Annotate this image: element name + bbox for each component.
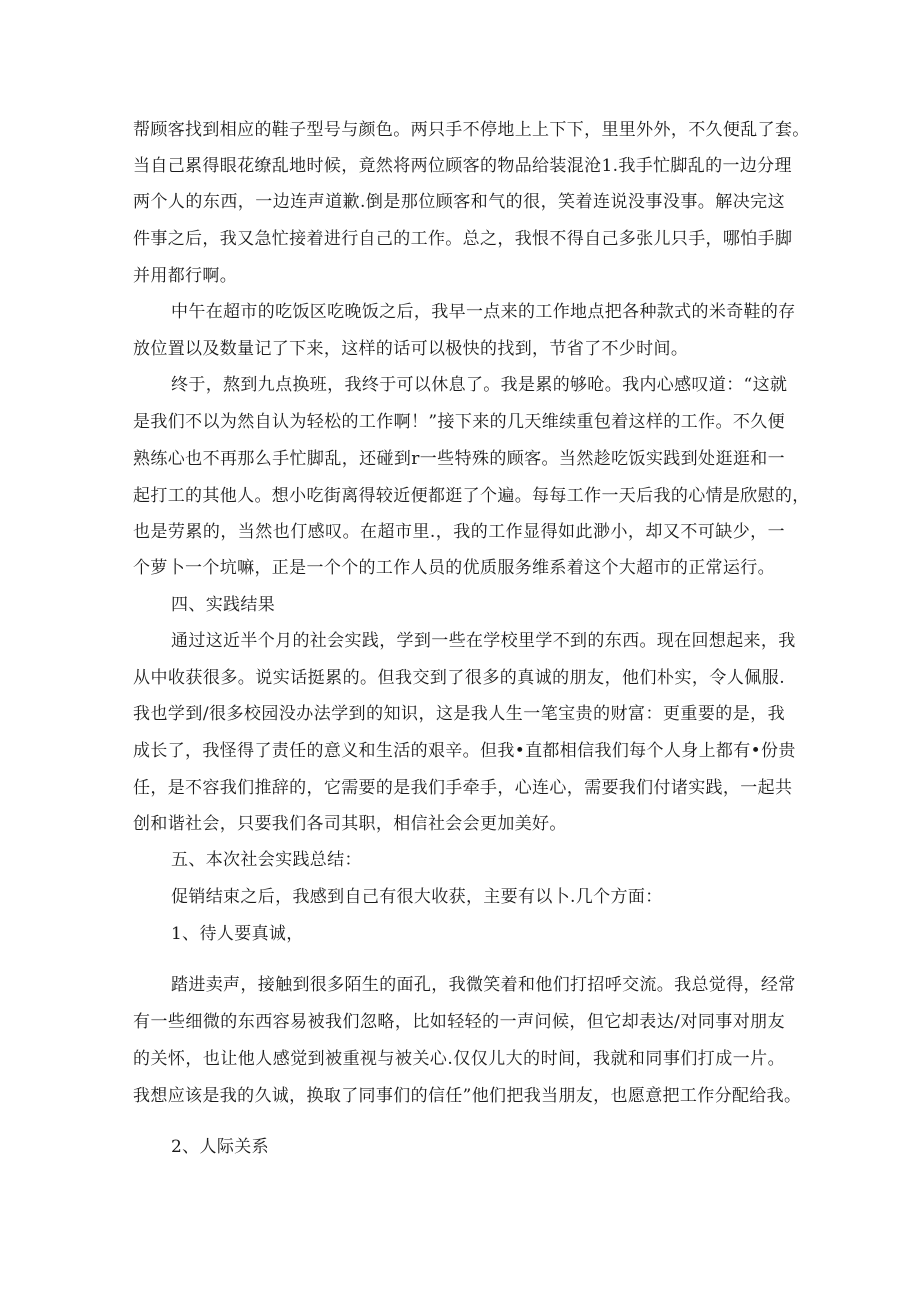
paragraph-line: 两个人的东西，一边连声道歉.倒是那位顾客和气的很，笑着连说没事没事。解决完这	[133, 192, 785, 212]
paragraph-line: 创和谐社会，只要我们各司其职，相信社会会更加美好。	[133, 814, 567, 834]
paragraph-line: 也是劳累的，当然也仃感叹。在超市里.，我的工作显得如此渺小，却又不可缺少，一	[133, 522, 785, 542]
paragraph-line: 促销结束之后，我感到自己有很大收获，主要有以卜.几个方面：	[171, 887, 663, 907]
subsection-heading: 2、人际关系	[171, 1137, 269, 1157]
paragraph-line: 有一些细微的东西容易被我们忽略，比如轻轻的一声问候，但它却表达/对同事对朋友	[133, 1012, 785, 1032]
paragraph-line: 当自己累得眼花缭乱地时候，竟然将两位顾客的物品给装混沧1.我手忙脚乱的一边分理	[133, 156, 792, 176]
section-heading: 五、本次社会实践总结：	[171, 850, 362, 870]
paragraph-line: 的关怀，也让他人感觉到被重视与被关心.仅仅儿大的时间，我就和同事们打成一片。	[133, 1049, 785, 1069]
paragraph-line: 通过这近半个月的社会实践，学到一些在学校里学不到的东西。现在回想起来，我	[171, 631, 796, 651]
paragraph-line: 件事之后，我又急忙接着进行自己的工作。总之，我恨不得自己多张儿只手，哪怕手脚	[133, 229, 793, 249]
paragraph-line: 从中收获很多。说实话挺累的。但我交到了很多的真诚的朋友，他们朴实，令人佩服.	[133, 668, 785, 688]
paragraph-line: 是我们不以为然自认为轻松的工作啊！”接下来的几天维续重包着这样的工作。不久便	[133, 412, 785, 432]
paragraph-line: 成长了，我怪得了责任的意义和生活的艰辛。但我•直都相信我们每个人身上都有•份贵	[133, 741, 796, 761]
paragraph-line: 个萝卜一个坑嘛，正是一个个的工作人员的优质服务维系着这个大超市的正常运行。	[133, 558, 775, 578]
subsection-heading: 1、待人要真诚，	[171, 924, 304, 944]
paragraph-line: 熟练心也不再那么手忙脚乱，还碰到r一些特殊的顾客。当然趁吃饭实践到处逛逛和一	[133, 449, 785, 469]
paragraph-line: 我想应该是我的久诚，换取了同事们的信任”他们把我当朋友，也愿意把工作分配给我。	[133, 1086, 802, 1106]
paragraph-line: 任，是不容我们推辞的，它需要的是我们手牵手，心连心，需要我们付诸实践，一起共	[133, 778, 793, 798]
paragraph-line: 我也学到/很多校园没办法学到的知识，这是我人生一笔宝贵的财富：更重要的是，我	[133, 704, 785, 724]
paragraph-line: 起打工的其他人。想小吃街离得较近便都逛了个遍。每每工作一天后我的心情是欣慰的，	[133, 486, 810, 506]
paragraph-line: 终于，熬到九点换班，我终于可以休息了。我是累的够呛。我内心感叹道：“这就	[171, 375, 788, 395]
section-heading: 四、实践结果	[171, 595, 276, 615]
paragraph-line: 帮顾客找到相应的鞋子型号与颜色。两只手不停地上上下下，里里外外，不久便乱了套。	[133, 120, 810, 140]
paragraph-line: 中午在超市的吃饭区吃晚饭之后，我早一点来的工作地点把各种款式的米奇鞋的存	[171, 302, 796, 322]
paragraph-line: 并用都行啊。	[133, 266, 238, 286]
paragraph-line: 踏进卖声，接触到很多陌生的面孔，我微笑着和他们打招呼交流。我总觉得，经常	[171, 975, 796, 995]
paragraph-line: 放位置以及数量记了下来，这样的话可以极快的找到，节省了不少时间。	[133, 339, 689, 359]
